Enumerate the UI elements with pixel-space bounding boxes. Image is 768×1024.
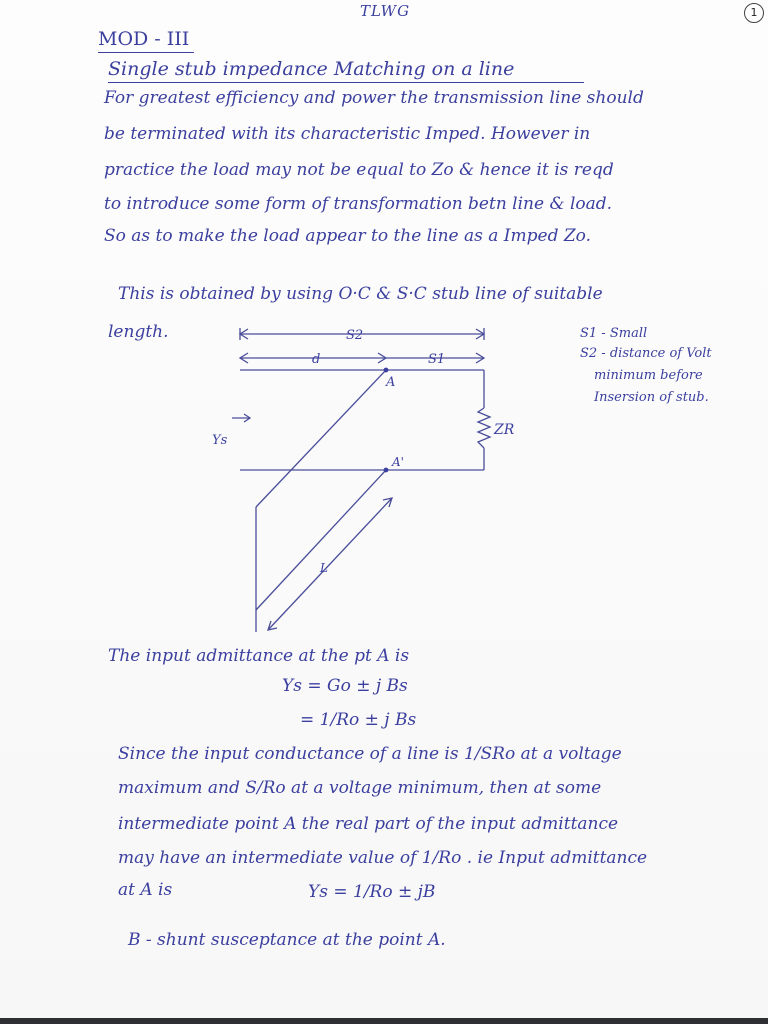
a-label: A (386, 375, 396, 390)
b-definition: B - shunt susceptance at the point A. (128, 930, 446, 950)
intro-line-3: practice the load may not be equal to Zo & hence it is reqd (104, 160, 614, 180)
explain-line-4: may have an intermediate value of 1/Ro . ie Input admittance (118, 848, 648, 868)
ys-label: Ys (212, 433, 228, 448)
a-prime-label: A' (392, 455, 404, 469)
d-label: d (312, 352, 321, 367)
l-dimension-line (268, 498, 392, 630)
equation-2: = 1/Ro ± j Bs (300, 710, 417, 730)
at-a-label: at A is (118, 880, 173, 900)
s1-label: S1 (428, 352, 446, 367)
point-a (384, 368, 389, 373)
page-bottom-edge (0, 1018, 768, 1024)
page-number: 1 (744, 3, 764, 23)
module-title: MOD - III (98, 28, 190, 50)
equation-3: Ys = 1/Ro ± jB (308, 882, 436, 902)
admittance-intro: The input admittance at the pt A is (108, 646, 410, 666)
explain-line-1: Since the input conductance of a line is 1/SRo at a voltage (118, 744, 622, 764)
equation-1: Ys = Go ± j Bs (282, 676, 408, 696)
note-line-1: S1 - Small (580, 326, 648, 341)
note-line-2: S2 - distance of Volt (580, 346, 712, 361)
point-a-prime (384, 468, 389, 473)
zr-resistor (478, 408, 490, 448)
obtained-line-1: This is obtained by using O·C & S·C stub line of suitable (118, 284, 603, 304)
s2-label: S2 (346, 328, 364, 343)
l-label: L (320, 561, 328, 575)
section-heading: Single stub impedance Matching on a line (108, 58, 515, 80)
obtained-line-2: length. (108, 322, 169, 342)
explain-line-2: maximum and S/Ro at a voltage minimum, then at some (118, 778, 602, 798)
top-code: TLWG (360, 2, 411, 20)
note-line-4: Insersion of stub. (594, 390, 709, 405)
intro-line-5: So as to make the load appear to the line as a Imped Zo. (104, 226, 592, 246)
note-line-3: minimum before (594, 368, 703, 383)
stub-conductor-upper (256, 370, 386, 507)
zr-label: ZR (494, 422, 515, 438)
intro-line-1: For greatest efficiency and power the transmission line should (104, 88, 644, 108)
intro-line-4: to introduce some form of transformation betn line & load. (104, 194, 613, 214)
stub-conductor-lower (256, 470, 386, 610)
intro-line-2: be terminated with its characteristic Imped. However in (104, 124, 591, 144)
explain-line-3: intermediate point A the real part of the input admittance (118, 814, 619, 834)
